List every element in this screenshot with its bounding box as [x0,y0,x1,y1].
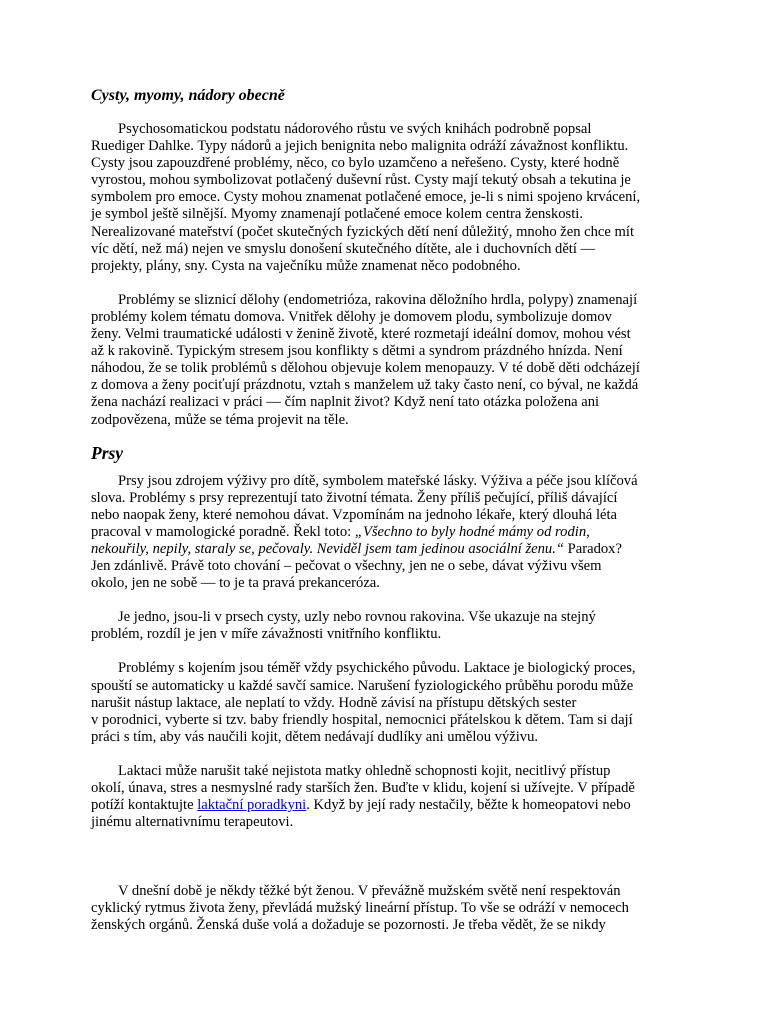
paragraph-prsy-vyziva [91,473,689,593]
paragraph-text: . Když by její rady nestačily, běžte k homeopatovi nebo jinému alternativnímu terapeutovi. [91,797,631,831]
paragraph-cysty-uzly: Je jedno, jsou-li v prsech cysty, uzly nebo rovnou rakovina. Vše ukazuje na stejný problém, rozdíl je jen v míře závažnosti vnitřního konfliktu. [91,609,596,643]
paragraph-dnesni-doba: V dnešní době je někdy těžké být ženou. V převážně mužském světě není respektován cyklický rytmus života ženy, převládá mužský lineární přístup. To vše se odráží v nemocech ženských orgánů. Ženská duše volá a dožaduje se pozornosti. Je třeba vědět, že se nikdy [91,883,629,934]
paragraph-text: Laktaci může narušit také nejistota matky ohledně schopnosti kojit, necitlivý přístup okolí, únava, stres a nesmyslné rady starších žen. Buďte v klidu, kojení si užívejte. V případě potíží kontaktujte [91,762,635,814]
paragraph-text: Prsy jsou zdrojem výživy pro dítě, symbolem mateřské lásky. Výživa a péče jsou klíčová slova. Problémy s prsy reprezentují tato životní témata. Ženy příliš pečující, příliš dávající nebo naopak ženy, které nemohou dávat. Vzpomínám na jednoho lékaře, který dlouhá léta pracoval v mamologické poradně. Řekl toto: [91,472,638,540]
doctor-quote: „Všechno to byly hodné mámy od rodin, nekouřily, nepily, staraly se, pečovaly. Neviděl jsem tam jedinou asociální ženu.“ [91,523,590,557]
paragraph-laktace [91,763,689,831]
paragraph-sliznice: Problémy se sliznicí dělohy (endometrióza, rakovina děložního hrdla, polypy) znamenají problémy kolem tématu domova. Vnitřek dělohy je domovem plodu, symbolizuje domov ženy. Velmi traumatické události v ženině životě, které rozmetají ideální domov, mohou vést až k rakovině. Typickým stresem jsou konflikty s dětmi a syndrom prázdného hnízda. Není náhodou, že se tolik problémů s dělohou objevuje kolem menopauzy. V té době děti odcházejí z domova a ženy pociťují prázdnotu, vztah s manželem už taky často není, co býval, ne každá žena nachází realizaci v práci — čím naplnit život? Když není tato otázka položena ani zodpovězena, může se téma projevit na těle. [91,291,640,428]
paragraph-dahlke: Psychosomatickou podstatu nádorového růstu ve svých knihách podrobně popsal Ruediger Dahlke. Typy nádorů a jejich benignita nebo malignita odráží závažnost konfliktu. Cysty jsou zapouzdřené problémy, něco, co bylo uzamčeno a neřešeno. Cysty, které hodně vyrostou, mohou symbolizovat potlačený duševní růst. Cysty mají tekutý obsah a tekutina je symbolem pro emoce. Cysty mohou znamenat potlačené emoce, je-li s nimi spojeno krvácení, je symbol ještě silnější. Myomy znamenají potlačené emoce kolem centra ženskosti. Nerealizované mateřství (počet skutečných fyzických dětí není důležitý, mnoho žen chce mít víc dětí, než má) nejen ve smyslu donošení skutečného dítěte, ale i duchovních dětí — projekty, plány, sny. Cysta na vaječníku může znamenat něco podobného. [91,121,641,274]
paragraph-text: Paradox? Jen zdánlivě. Právě toto chování – pečovat o všechny, jen ne o sebe, dávat výživu všem okolo, jen ne sobě — to je ta pravá prekanceróza. [91,540,622,592]
lactation-counselor-link[interactable]: laktační poradkyni [197,797,307,814]
document-content [91,86,689,935]
paragraph-kojeni: Problémy s kojením jsou téměř vždy psychického původu. Laktace je biologický proces, spouští se automaticky u každé savčí samice. Narušení fyziologického průběhu porodu může narušit nástup laktace, ale neplatí to vždy. Hodně závisí na přístupu dětských sester v porodnici, vyberte si tzv. baby friendly hospital, nemocnici přátelskou k dětem. Tam si dají práci s tím, aby vás naučili kojit, dětem nedávají dudlíky ani umělou výživu. [91,660,636,745]
section-heading-prsy: Prsy [91,442,124,463]
section-heading-cysty: Cysty, myomy, nádory obecně [91,87,285,104]
